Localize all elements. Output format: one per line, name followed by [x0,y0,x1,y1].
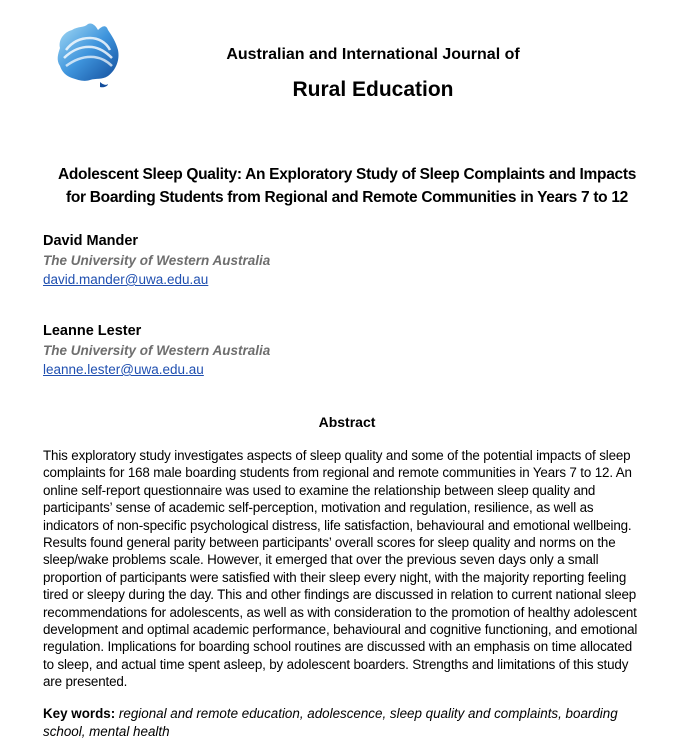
author-block [43,232,270,289]
article-title-line2: for Boarding Students from Regional and Remote Communities in Years 7 to 12 [65,189,628,206]
author-email-link[interactable]: leanne.lester@uwa.edu.au [43,362,204,377]
keywords [43,705,645,741]
abstract-body: This exploratory study investigates aspects of sleep quality and some of the potential impacts of sleep complaints for 168 male boarding students from regional and remote communities in Years 7 to 12. An online self-report questionnaire was used to examine the relationship between sleep quality and participants’ sense of academic self-perception, motivation and regulation, resilience, as well as indicators of non-specific psychological distress, life satisfaction, behavioural and emotional wellbeing. Results found general parity between participants’ overall scores for sleep quality and norms on the sleep/wake problems scale. However, it emerged that over the previous seven days only a small proportion of participants were satisfied with their sleep every night, with the majority reporting feeling tired or sleepy during the day. This and other findings are discussed in relation to current national sleep recommendations for adolescents, as well as with consideration to the promotion of healthy adolescent development and optimal academic performance, behavioural and cognitive functioning, and emotional regulation. Implications for boarding school routines are discussed with an emphasis on time allocated to sleep, and actual time spent asleep, by adolescent boarders. Strengths and limitations of this study are presented. [43,448,638,690]
journal-name-line1: Australian and International Journal of [226,46,520,63]
author-block [43,322,270,379]
article-title [30,163,664,209]
author-affiliation: The University of Western Australia [43,253,271,268]
journal-name-line2: Rural Education [292,78,454,101]
keywords-label: Key words: [43,706,116,721]
author-affiliation: The University of Western Australia [43,343,271,358]
author-name: Leanne Lester [43,323,142,339]
author-email-link[interactable]: david.mander@uwa.edu.au [43,272,209,287]
abstract-heading: Abstract [318,414,376,430]
author-name: David Mander [43,233,139,249]
article-title-line1: Adolescent Sleep Quality: An Exploratory Study of Sleep Complaints and Impacts [57,166,637,183]
keywords-text: regional and remote education, adolescence, sleep quality and complaints, boarding school, mental health [43,706,618,739]
